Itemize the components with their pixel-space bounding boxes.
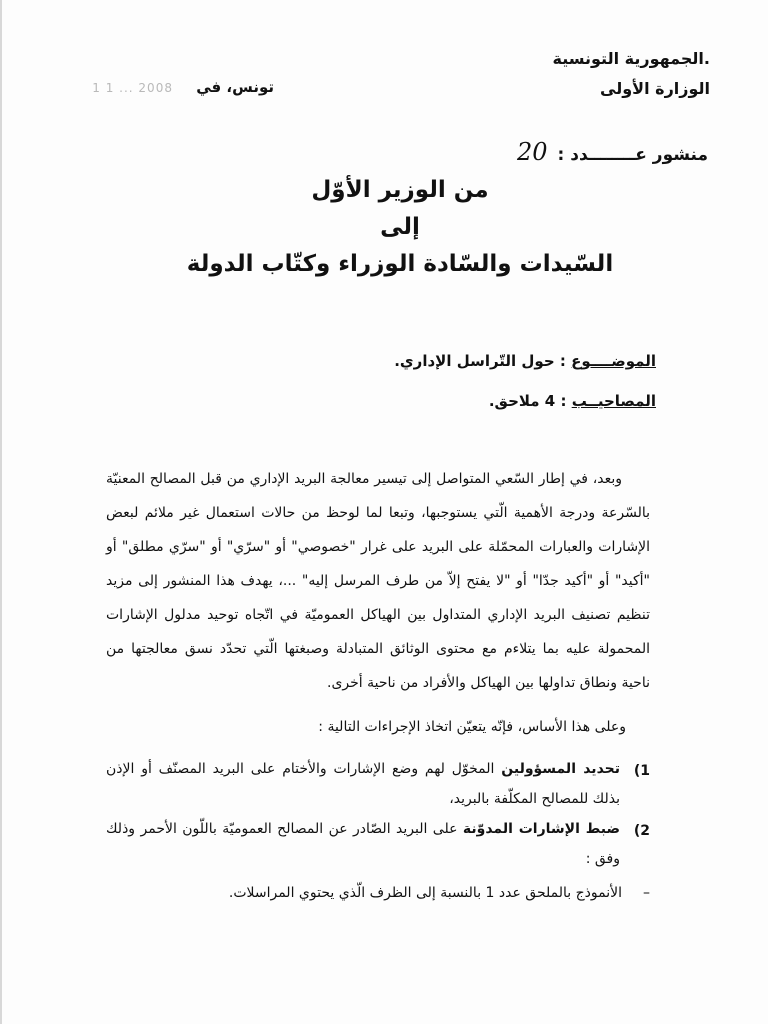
sub-list-item (106, 876, 650, 910)
place-date-label: تونس، في (196, 78, 274, 96)
date-stamp: 2008 ... 1 1 (92, 81, 173, 95)
to-line: إلى (380, 214, 420, 240)
circular-body (106, 462, 650, 910)
list-item-heading: ضبط الإشارات المدوّنة (462, 821, 620, 837)
circular-number-line (517, 138, 708, 166)
sub-list-text: الأنموذج بالملحق عدد 1 بالنسبة إلى الظرف الّذي يحتوي المراسلات. (228, 885, 622, 901)
republic-label: .الجمهورية التونسية (552, 49, 710, 68)
list-item-number: 2) (633, 823, 650, 839)
circular-number: 20 (517, 138, 548, 166)
recipients-line: السّيدات والسّادة الوزراء وكتّاب الدولة (186, 251, 614, 277)
list-item-text (106, 754, 620, 814)
subject-key: الموضــــوع (571, 352, 656, 370)
intro-paragraph: وبعد، في إطار السّعي المتواصل إلى تيسير معالجة البريد الإداري من قبل المصالح المعنيّة بالسّرعة ودرجة الأهمية الّتي يستوجبها، وتبعا لما لوحظ من حالات استعمال غير ملائم لبعض الإشارات والعبارات المحمّلة على البريد على غرار "خصوصي" أو "سرّي" أو "سرّي مطلق" أو "أكيد" أو "أكيد جدّا" أو "لا يفتح إلاّ من طرف المرسل إليه" ...، يهدف هذا المنشور إلى مزيد تنظيم تصنيف البريد الإداري المتداول بين الهياكل العموميّة في اتّجاه توحيد مدلول الإشارات المحمولة عليه بما يتلاءم مع محتوى الوثائق المتبادلة وصبغتها الّتي تحدّد نسق معالجتها من ناحية ونطاق تداولها بين الهياكل والأفراد من ناحية أخرى. (106, 471, 650, 691)
list-item-number: 1) (633, 763, 650, 779)
measures-list (106, 754, 650, 874)
basis-paragraph: وعلى هذا الأساس، فإنّه يتعيّن اتخاذ الإجراءات التالية : (318, 719, 626, 735)
attachments-value: : 4 ملاحق. (488, 392, 567, 410)
place-date-header (34, 78, 274, 96)
address-block (150, 172, 650, 283)
circular-label: منشور عــــــــدد : (557, 145, 708, 165)
list-item-heading: تحديد المسؤولين (501, 761, 620, 777)
list-item-body: على البريد الصّادر عن المصالح العموميّة باللّون الأحمر وذلك وفق : (106, 821, 620, 867)
scan-edge (0, 0, 2, 1024)
sender-header (553, 44, 711, 104)
from-line: من الوزير الأوّل (311, 177, 489, 203)
subject-line (394, 352, 656, 370)
attachments-key: المصاحيــب (571, 392, 656, 410)
attachments-line (489, 392, 656, 410)
subject-value: : حول التّراسل الإداري. (394, 352, 566, 370)
sub-list-dash: – (643, 885, 650, 901)
list-item (106, 754, 650, 814)
list-item-text (106, 814, 620, 874)
list-item-body: المخوّل لهم وضع الإشارات والأختام على البريد المصنّف أو الإذن بذلك للمصالح المكلّفة بالبريد، (106, 761, 620, 807)
ministry-label: الوزارة الأولى (600, 79, 710, 98)
list-item (106, 814, 650, 874)
